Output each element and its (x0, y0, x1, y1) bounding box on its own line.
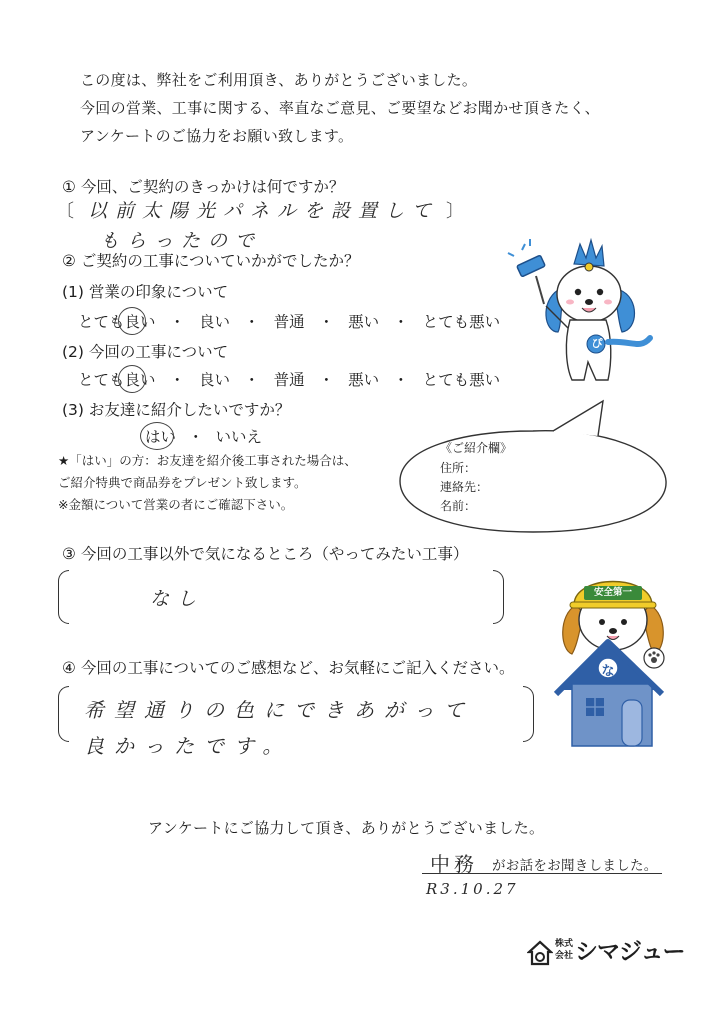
intro-line-3: アンケートのご協力をお願い致します。 (80, 127, 354, 145)
q4-answer-line-1: 希望通りの色にできあがって (84, 698, 474, 722)
option-no[interactable]: いいえ (215, 428, 263, 446)
q2-sub1-options: とても良い ・ 良い ・ 普通 ・ 悪い ・ とても悪い (78, 313, 501, 331)
q4-label: ④ 今回の工事についてのご感想など、お気軽にご記入ください。 (62, 659, 515, 677)
option-normal[interactable]: 普通 (273, 371, 305, 389)
q1-answer-line-2: もらったので (100, 230, 263, 252)
option-bad[interactable]: 悪い (348, 371, 380, 389)
intro-line-2: 今回の営業、工事に関する、率直なご意見、ご要望などお聞かせ頂きたく、 (80, 99, 600, 117)
note-line-2: ご紹介特典で商品券をプレゼント致します。 (58, 475, 307, 490)
note-line-1: ★「はい」の方：お友達を紹介後工事された場合は、 (58, 453, 357, 468)
q2-sub3-options: はい ・ いいえ (145, 428, 263, 446)
referral-speech-bubble (388, 396, 678, 536)
option-bad[interactable]: 悪い (348, 313, 380, 331)
q3-label: ③ 今回の工事以外で気になるところ（やってみたい工事） (62, 545, 469, 563)
referral-name-field[interactable]: 名前： (440, 499, 477, 513)
option-very-bad[interactable]: とても悪い (422, 313, 501, 331)
option-normal[interactable]: 普通 (273, 313, 305, 331)
logo-kabushiki: 株式 (555, 939, 574, 949)
option-very-good[interactable]: とても良い (78, 371, 156, 389)
q2-label: ② ご契約の工事についていかがでしたか？ (62, 252, 360, 270)
staff-suffix: がお話をお聞きしました。 (492, 858, 658, 874)
note-line-3: ※金額について営業の者にご確認下さい。 (58, 497, 294, 512)
q1-open-bracket: 〔 (56, 201, 75, 222)
option-very-good[interactable]: とても良い (78, 313, 156, 331)
option-yes[interactable]: はい (145, 428, 177, 446)
intro-line-1: この度は、弊社をご利用頂き、ありがとうございました。 (80, 71, 478, 89)
q4-answer-line-2: 良かったです。 (84, 734, 293, 758)
staff-name: 中務 (430, 852, 478, 876)
q2-sub2-label: (2) 今回の工事について (62, 343, 229, 361)
q3-answer: なし (150, 588, 205, 610)
logo-name: シマジュー (575, 939, 685, 965)
referral-title: 《ご紹介欄》 (440, 441, 513, 455)
q2-sub2-options: とても良い ・ 良い ・ 普通 ・ 悪い ・ とても悪い (78, 371, 501, 389)
q3-answer-box[interactable] (58, 570, 504, 624)
selection-circle-mark (118, 307, 146, 335)
referral-contact-field[interactable]: 連絡先： (440, 480, 489, 494)
referral-address-field[interactable]: 住所： (440, 461, 477, 475)
selection-circle-mark (118, 365, 146, 393)
logo-kaisha: 会社 (555, 951, 574, 961)
q1-label: ① 今回、ご契約のきっかけは何ですか？ (62, 178, 345, 196)
house-sign-text: な (601, 664, 615, 679)
helmet-text: 安全第一 (593, 587, 632, 598)
mascot-badge-text: ぴ (591, 337, 603, 350)
q2-sub3-label: (3) お友達に紹介したいですか？ (62, 401, 291, 419)
selection-circle-mark (140, 422, 177, 450)
option-very-bad[interactable]: とても悪い (422, 371, 501, 389)
option-good[interactable]: 良い (199, 371, 231, 389)
option-good[interactable]: 良い (199, 313, 231, 331)
q1-answer-line-1: 以前太陽光パネルを設置して (88, 200, 440, 222)
painter-dog-mascot (500, 232, 660, 392)
company-logo (527, 938, 687, 970)
house-logo-icon (527, 940, 553, 966)
q1-close-bracket: 〕 (446, 201, 465, 222)
closing-message: アンケートにご協力して頂き、ありがとうございました。 (148, 819, 545, 837)
q2-sub1-label: (1) 営業の印象について (62, 283, 229, 301)
staff-date: R3.10.27 (426, 880, 519, 898)
